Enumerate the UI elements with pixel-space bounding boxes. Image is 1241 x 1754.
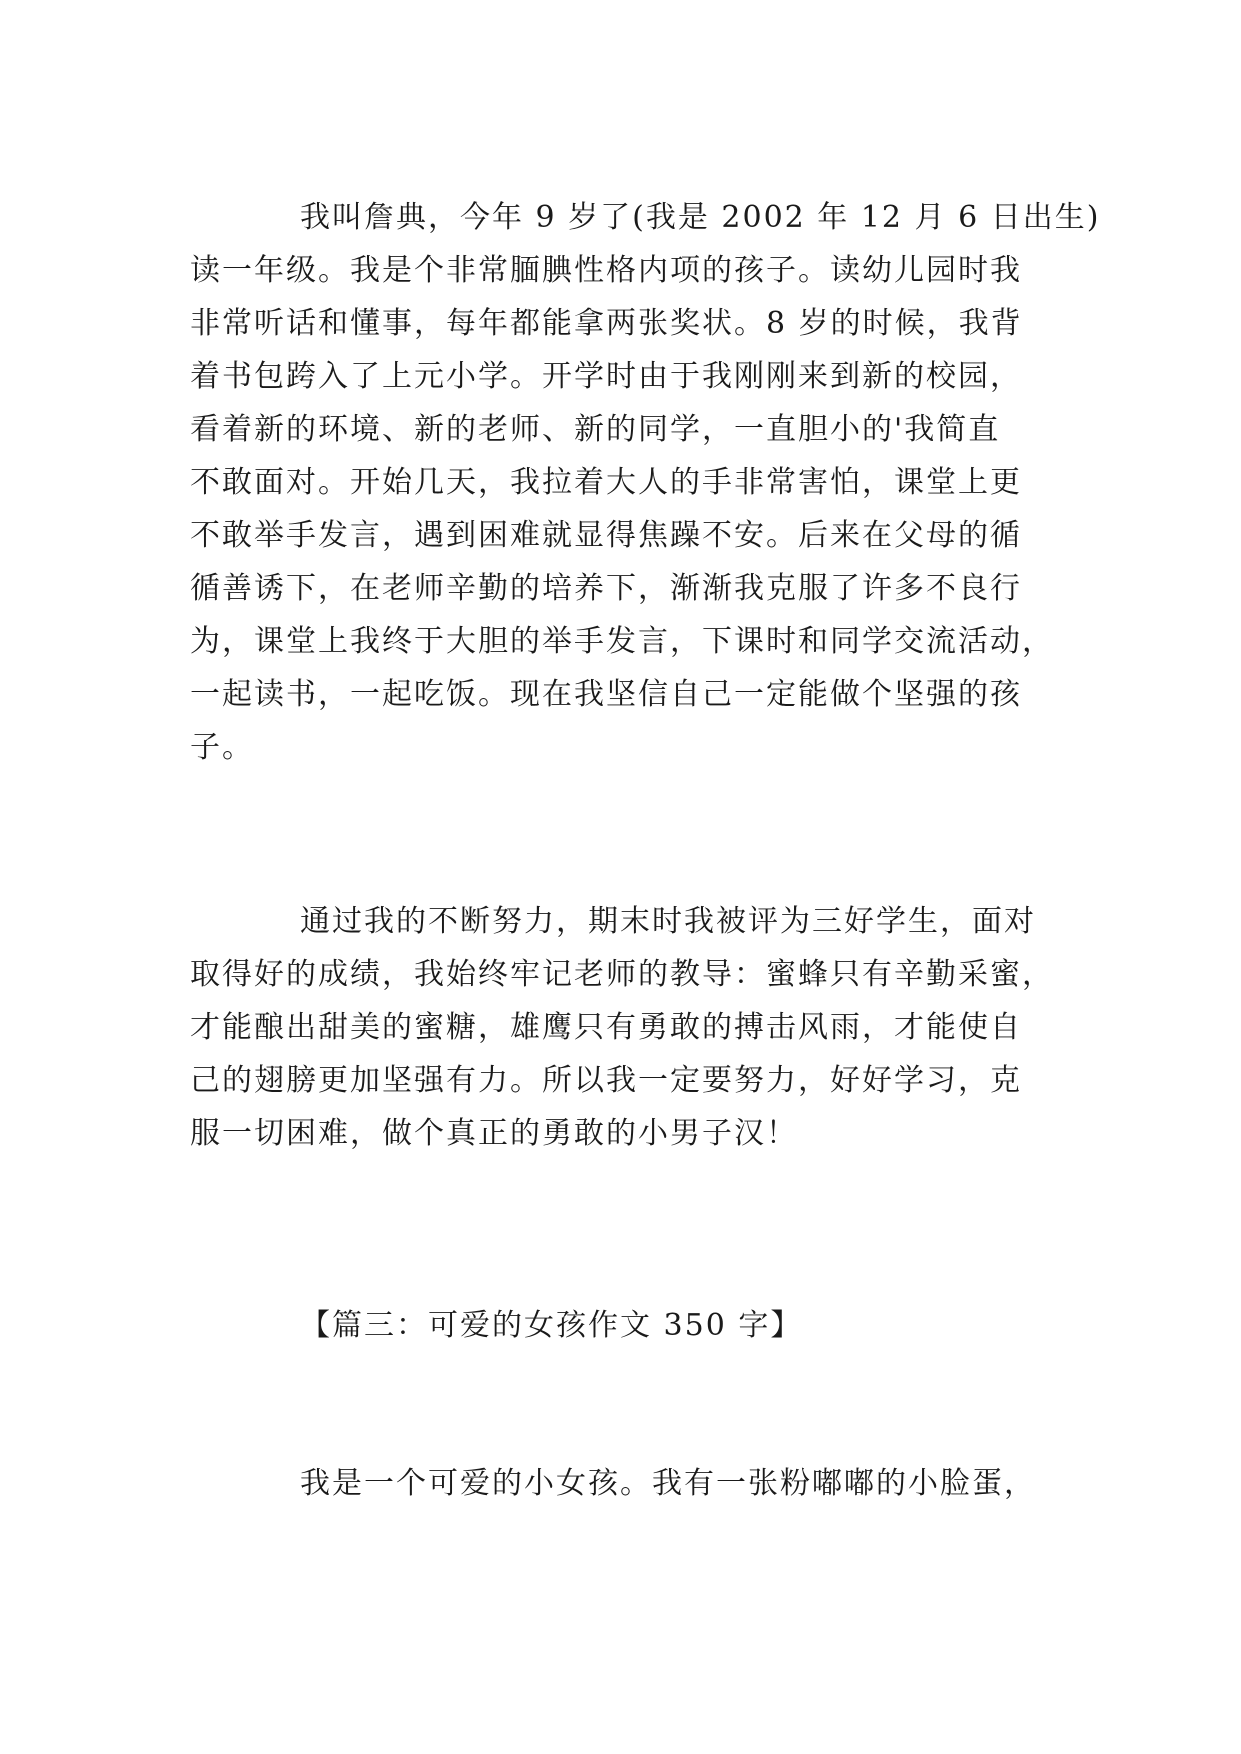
paragraph-2-line-3: 才能酿出甜美的蜜糖，雄鹰只有勇敢的搏击风雨，才能使自 [190, 1010, 1022, 1045]
paragraph-1-line-9: 为，课堂上我终于大胆的举手发言，下课时和同学交流活动， [190, 624, 1054, 659]
paragraph-1-line-8: 循善诱下，在老师辛勤的培养下，渐渐我克服了许多不良行 [190, 571, 1022, 606]
paragraph-2-line-1: 通过我的不断努力，期末时我被评为三好学生，面对 [300, 904, 1036, 939]
paragraph-1-line-10: 一起读书，一起吃饭。现在我坚信自己一定能做个坚强的孩 [190, 677, 1022, 712]
paragraph-1-line-6: 不敢面对。开始几天，我拉着大人的手非常害怕，课堂上更 [190, 465, 1022, 500]
paragraph-1-line-2: 读一年级。我是个非常腼腆性格内项的孩子。读幼儿园时我 [190, 253, 1022, 288]
paragraph-1-line-7: 不敢举手发言，遇到困难就显得焦躁不安。后来在父母的循 [190, 518, 1022, 553]
paragraph-2-line-5: 服一切困难，做个真正的勇敢的小男子汉！ [190, 1116, 798, 1151]
paragraph-1-line-11: 子。 [190, 730, 254, 765]
paragraph-2-line-2: 取得好的成绩，我始终牢记老师的教导：蜜蜂只有辛勤采蜜， [190, 957, 1054, 992]
section-heading: 【篇三：可爱的女孩作文 350 字】 [300, 1308, 803, 1343]
paragraph-2-line-4: 己的翅膀更加坚强有力。所以我一定要努力，好好学习，克 [190, 1063, 1022, 1098]
paragraph-1-line-5: 看着新的环境、新的老师、新的同学，一直胆小的'我简直 [190, 412, 1001, 447]
paragraph-1-line-3: 非常听话和懂事，每年都能拿两张奖状。8 岁的时候，我背 [190, 306, 1023, 341]
paragraph-1-line-4: 着书包跨入了上元小学。开学时由于我刚刚来到新的校园， [190, 359, 1022, 394]
paragraph-1-line-1: 我叫詹典，今年 9 岁了(我是 2002 年 12 月 6 日出生) [300, 200, 1101, 235]
paragraph-3-line-1: 我是一个可爱的小女孩。我有一张粉嘟嘟的小脸蛋， [300, 1466, 1036, 1501]
